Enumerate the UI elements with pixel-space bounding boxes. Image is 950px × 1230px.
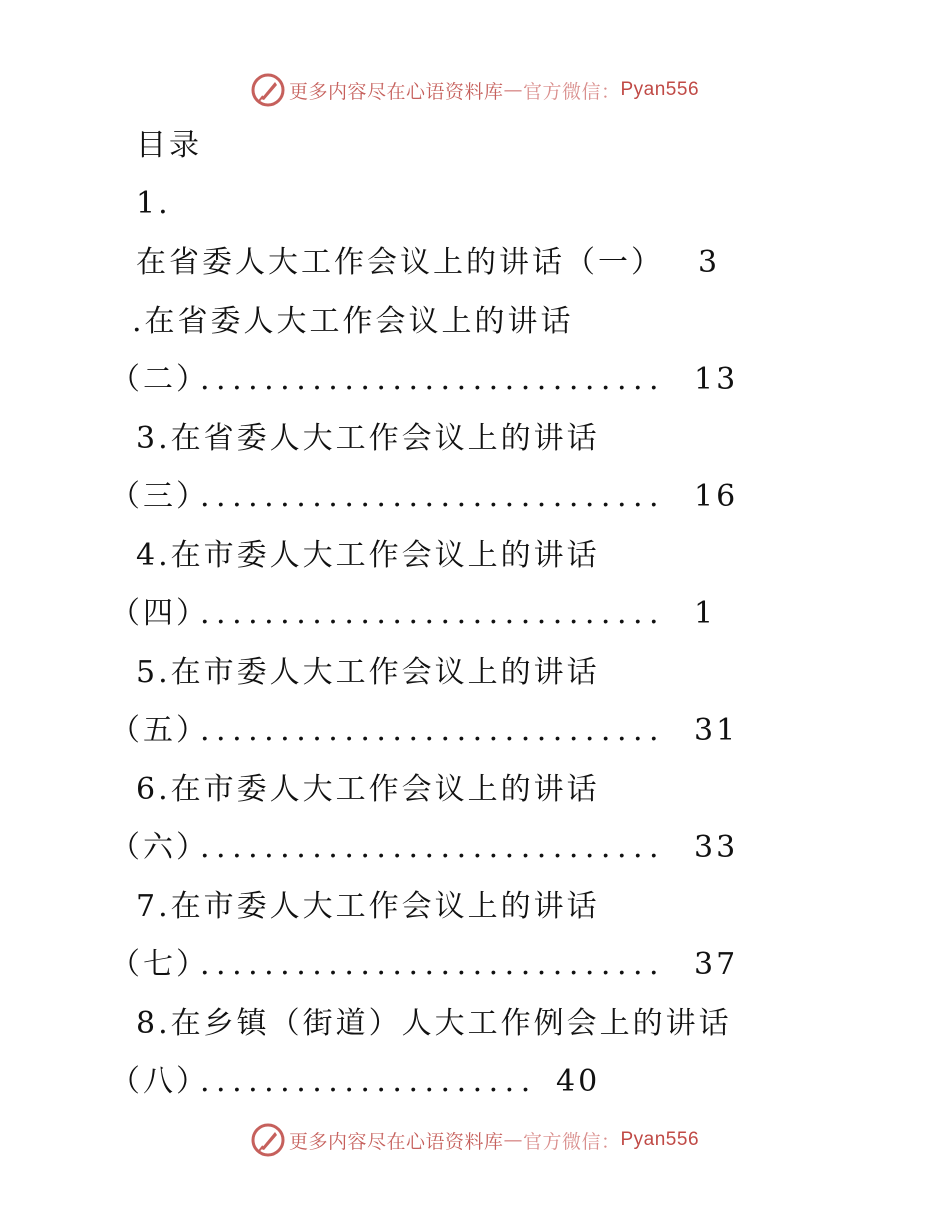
footer-watermark	[0, 1120, 950, 1160]
toc-line-8-text: 8.在乡镇（街道）人大工作例会上的讲话	[136, 1006, 732, 1041]
toc-line-2-dots: .............................	[200, 362, 666, 397]
toc-line-2-paren: （二）	[110, 362, 209, 397]
header-watermark	[0, 70, 950, 110]
toc-line-7-text: 7.在市委人大工作会议上的讲话	[136, 889, 600, 924]
toc-line-2-text: .在省委人大工作会议上的讲话	[132, 304, 574, 339]
toc-line-3-text: 3.在省委人大工作会议上的讲话	[136, 421, 600, 456]
toc-line-8-dots: .....................	[200, 1064, 537, 1099]
toc-title: 目录	[136, 128, 202, 163]
toc-line-3-paren: （三）	[110, 479, 209, 514]
toc-line-8-page: 40	[556, 1064, 601, 1099]
toc-line-8-paren: （八）	[110, 1064, 209, 1099]
banner-dash: —	[503, 79, 523, 101]
banner-dash: —	[503, 1129, 523, 1151]
banner-wechat-id: Pyan556	[620, 1129, 700, 1150]
toc-line-5-dots: .............................	[200, 713, 666, 748]
toc-line-3-dots: .............................	[200, 479, 666, 514]
banner-wechat-label: 官方微信：	[522, 1130, 621, 1153]
toc-line-4-dots: .............................	[200, 596, 666, 631]
toc-line-6-dots: .............................	[200, 830, 666, 865]
toc-line-6-text: 6.在市委人大工作会议上的讲话	[136, 772, 600, 807]
toc-line-4-page: 1	[694, 596, 717, 631]
toc-line-4-paren: （四）	[110, 596, 209, 631]
toc-line-5-page: 31	[694, 713, 739, 748]
toc-line-7-page: 37	[694, 947, 739, 982]
feather-logo-icon	[251, 1123, 285, 1157]
banner-wechat-label: 官方微信：	[522, 80, 621, 103]
toc-line-5-paren: （五）	[110, 713, 209, 748]
banner-text: 更多内容尽在心语资料库	[288, 80, 504, 103]
feather-logo-icon	[251, 73, 285, 107]
toc-line-1-page: 3	[698, 245, 721, 280]
toc-line-7-paren: （七）	[110, 947, 209, 982]
toc-line-4-text: 4.在市委人大工作会议上的讲话	[136, 538, 600, 573]
toc-line-7-dots: .............................	[200, 947, 666, 982]
toc-line-3-page: 16	[694, 479, 739, 514]
toc-line-5-text: 5.在市委人大工作会议上的讲话	[136, 655, 600, 690]
toc-line-6-page: 33	[694, 830, 739, 865]
toc-line-1-number: 1.	[136, 186, 171, 221]
banner-text: 更多内容尽在心语资料库	[288, 1130, 504, 1153]
toc-line-1-text: 在省委人大工作会议上的讲话（一）	[136, 245, 664, 280]
toc-line-2-page: 13	[694, 362, 739, 397]
banner-wechat-id: Pyan556	[620, 79, 700, 100]
toc-line-6-paren: （六）	[110, 830, 209, 865]
